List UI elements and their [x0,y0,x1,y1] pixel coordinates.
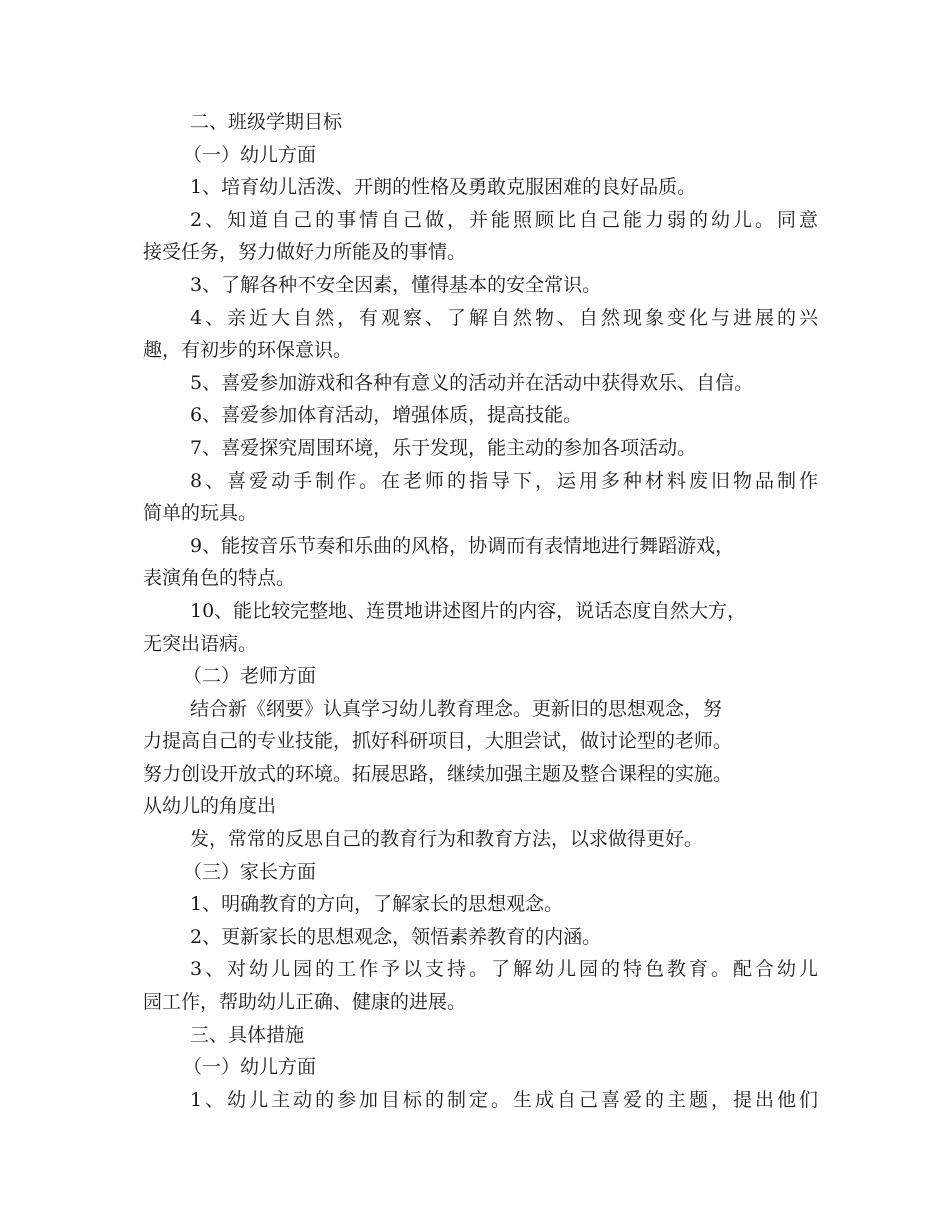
parent-item-continuation: 园工作，帮助幼儿正确、健康的进展。 [143,991,467,1014]
subsection-heading: （三）家长方面 [183,860,317,883]
goal-item-continuation: 表演角色的特点。 [143,567,296,590]
subsection-heading: （一）幼儿方面 [183,143,317,166]
subsection-heading: （一）幼儿方面 [183,1056,317,1079]
goal-item: 2、知道自己的事情自己做，并能照顾比自己能力弱的幼儿。同意 [190,208,818,231]
goal-item-continuation: 趣，有初步的环保意识。 [143,339,353,362]
goal-item-continuation: 简单的玩具。 [143,502,258,525]
measure-item: 1、幼儿主动的参加目标的制定。生成自己喜爱的主题，提出他们 [190,1088,818,1111]
goal-item-continuation: 接受任务，努力做好力所能及的事情。 [143,241,467,264]
goal-item: 7、喜爱探究周围环境，乐于发现，能主动的参加各项活动。 [190,436,697,459]
parent-item: 3、对幼儿园的工作予以支持。了解幼儿园的特色教育。配合幼儿 [190,958,818,981]
goal-item-continuation: 无突出语病。 [143,632,258,655]
teacher-paragraph-line: 从幼儿的角度出 [143,795,277,818]
teacher-paragraph-line: 力提高自己的专业技能，抓好科研项目，大胆尝试，做讨论型的老师。 [143,730,733,753]
goal-item: 9、能按音乐节奏和乐曲的风格，协调而有表情地进行舞蹈游戏， [190,534,735,557]
teacher-paragraph-line: 发，常常的反思自己的教育行为和教育方法，以求做得更好。 [190,828,704,851]
goal-item: 10、能比较完整地、连贯地讲述图片的内容，说话态度自然大方， [190,599,747,622]
goal-item: 1、培育幼儿活泼、开朗的性格及勇敢克服困难的良好品质。 [190,176,697,199]
goal-item: 4、亲近大自然，有观察、了解自然物、自然现象变化与进展的兴 [190,306,818,329]
teacher-paragraph-line: 努力创设开放式的环境。拓展思路，继续加强主题及整合课程的实施。 [143,762,733,785]
section-heading: 二、班级学期目标 [190,111,343,133]
goal-item: 3、了解各种不安全因素，懂得基本的安全常识。 [190,273,602,296]
goal-item: 6、喜爱参加体育活动，增强体质，提高技能。 [190,404,583,427]
goal-item: 8、喜爱动手制作。在老师的指导下，运用多种材料废旧物品制作 [190,469,818,492]
teacher-paragraph-line: 结合新《纲要》认真学习幼儿教育理念。更新旧的思想观念，努 [190,697,723,720]
subsection-heading: （二）老师方面 [183,665,317,688]
section-heading: 三、具体措施 [190,1023,305,1046]
parent-item: 1、明确教育的方向，了解家长的思想观念。 [190,893,564,916]
goal-item: 5、喜爱参加游戏和各种有意义的活动并在活动中获得欢乐、自信。 [190,371,754,394]
parent-item: 2、更新家长的思想观念，领悟素养教育的内涵。 [190,925,602,948]
document-body [143,106,818,1116]
